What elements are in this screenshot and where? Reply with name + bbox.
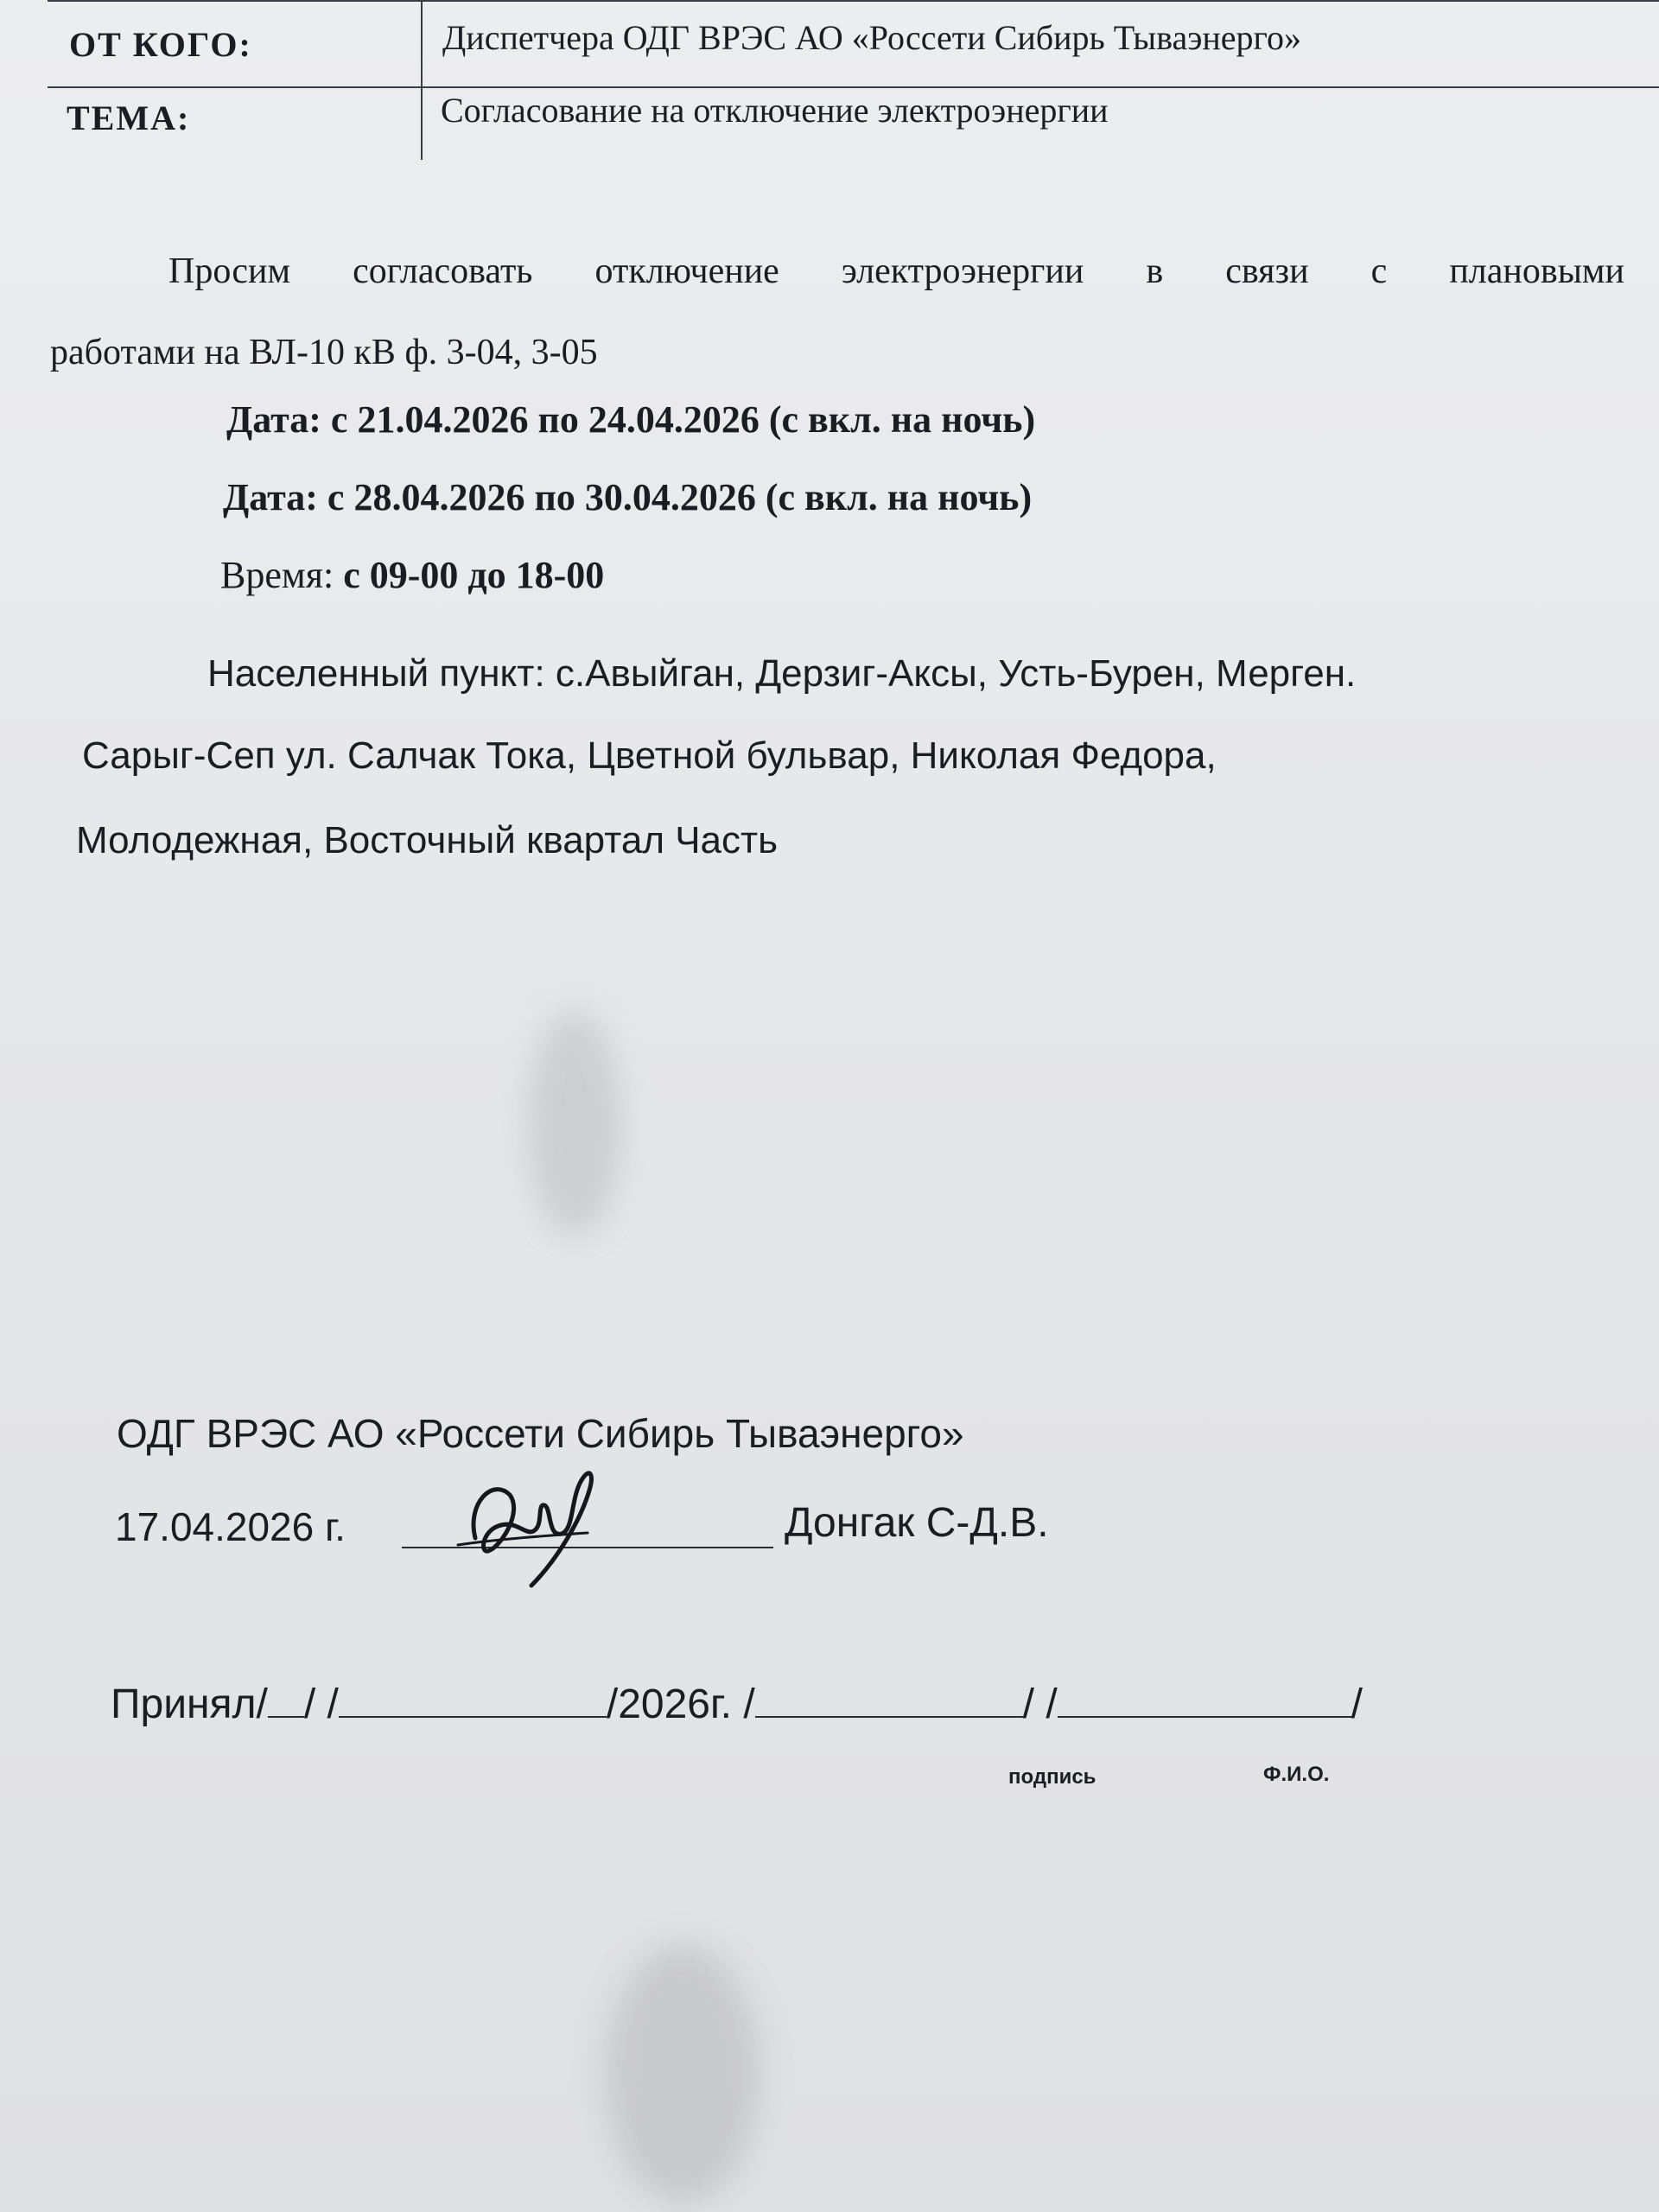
header-column-divider — [421, 0, 423, 160]
acceptance-year: /2026г. / — [606, 1681, 755, 1727]
date-range-1: Дата: с 21.04.2026 по 24.04.2026 (с вкл. на ночь) — [226, 398, 1036, 441]
fio-blank — [1058, 1683, 1351, 1718]
date-range-2: Дата: с 28.04.2026 по 30.04.2026 (с вкл. на ночь) — [223, 476, 1033, 518]
from-value: Диспетчера ОДГ ВРЭС АО «Россети Сибирь Тываэнерго» — [442, 18, 1301, 57]
request-line-1: Просим согласовать отключение электроэнергии в связи с плановыми — [168, 251, 1624, 291]
fio-caption: Ф.И.О. — [1263, 1763, 1330, 1786]
locality-line-1: Населенный пункт: с.Авыйган, Дерзиг-Аксы, Усть-Бурен, Мерген. — [207, 652, 1357, 695]
sender-organization: ОДГ ВРЭС АО «Россети Сибирь Тываэнерго» — [117, 1411, 964, 1456]
month-blank — [339, 1683, 607, 1718]
paper-smudge — [527, 1011, 622, 1236]
accepted-label: Принял/ — [111, 1681, 268, 1727]
slash-separator: / / — [1022, 1681, 1058, 1727]
signature-blank — [755, 1683, 1023, 1718]
header-top-rule — [48, 0, 1659, 2]
slash-end: / — [1351, 1681, 1363, 1727]
time-range — [220, 553, 604, 597]
acceptance-line — [111, 1681, 1363, 1728]
header-table — [48, 0, 1659, 164]
from-label: ОТ КОГО: — [69, 25, 252, 64]
header-mid-rule — [48, 86, 1659, 88]
sender-date: 17.04.2026 г. — [115, 1504, 346, 1549]
day-blank — [268, 1683, 304, 1718]
sender-name: Донгак С-Д.В. — [785, 1500, 1049, 1546]
slash-separator: / / — [303, 1681, 339, 1727]
paper-smudge — [605, 1944, 760, 2203]
request-line-2: работами на ВЛ-10 кВ ф. 3-04, 3-05 — [50, 333, 598, 372]
signature-caption: подпись — [1008, 1765, 1096, 1789]
subject-value: Согласование на отключение электроэнергии — [441, 91, 1109, 130]
handwritten-signature — [441, 1443, 613, 1590]
locality-line-2: Сарыг-Сеп ул. Салчак Тока, Цветной бульвар, Николая Федора, — [82, 734, 1217, 777]
time-value: с 09-00 до 18-00 — [343, 554, 605, 596]
time-prefix: Время: — [220, 554, 344, 596]
locality-line-3: Молодежная, Восточный квартал Часть — [76, 819, 779, 861]
subject-label: ТЕМА: — [67, 99, 191, 137]
